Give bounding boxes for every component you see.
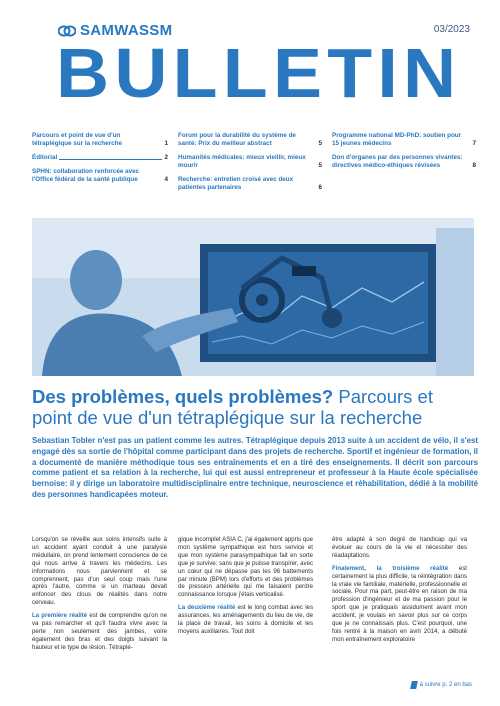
subheading: La deuxième réalité: [178, 604, 236, 612]
cover-photo: [32, 218, 474, 376]
paragraph: Finalement, la troisième réalité est certainement la plus difficile, la réintégration dans la vraie vie familiale, matérielle, professionnelle et sociale. Pour ma part, peut-être en raison de ma profession d'ingénieur et de ma passion pour le sport que je pratiquais assidument avant mon accident, je voulais en savoir plus sur ce corps que je ne connaissais plus. C'est pourquoi, une fois rentré à la maison en avril 2014, a débuté mon entraînement exploratoire: [332, 564, 468, 643]
paragraph: gique incomplet ASIA C, j'ai également appris que mon système sympathique est hors service et que mon système parasympathique fait en sorte que je survive: sans que je puisse transpirer, avec un cœur qui ne dépasse pas les 96 battements par minute (BPM) lors d'efforts et des problèmes de pression artérielle qui me faisaient perdre connaissance lorsque j'étais verticalisé.: [178, 536, 313, 599]
article-column-3: [332, 536, 467, 649]
article-headline: [32, 386, 478, 428]
toc-item[interactable]: Programme national MD-PhD: soutien pour 15 jeunes médecins 7: [332, 132, 476, 147]
toc-item[interactable]: Humanités médicales: mieux vieillir, mieux mourir 5: [178, 154, 322, 169]
paragraph: Lorsqu'on se réveille aux soins intensifs suite à un accident ayant conduit à une paralysie médullaire, on prend lentement conscience de ce qui nous arrive à travers les médecins. Les informations nous parviennent et se comprennent, pas d'un seul coup mais l'une après l'autre, comme si un marteau devait enfoncer des clous de réalités dans notre cerveau.: [32, 536, 167, 607]
toc-item[interactable]: Parcours et point de vue d'un tétraplégique sur la recherche 1: [32, 132, 168, 147]
continue-text: à suivre p. 2 en bas: [419, 682, 472, 688]
article-column-2: [178, 536, 313, 641]
headline-rest: Parcours et point de vue d'un tétraplégique sur la recherche: [32, 386, 433, 428]
subheading: Finalement, la troisième réalité: [332, 564, 449, 572]
article-lead: Sebastian Tobler n'est pas un patient comme les autres. Tétraplégique depuis 2013 suite à un accident de vélo, il s'est engagé dès sa sortie de l'hôpital comme participant dans des projets de recherche. Sportif et ingénieur de formation, il a documenté de manière méthodique tous ses entraînements et en a tiré des enseignements. Il décrit son parcours comme patient et sa relation à la recherche, lui qui est aussi entrepreneur et professeur à la Haute école spécialisée bernoise: il y dirige un laboratoire multidisciplinaire entre technique, neuroscience et réhabilitation, dédié à la mobilité des personnes handicapées moteur.: [32, 436, 478, 499]
paragraph: être adapté à son degré de handicap qui va évoluer au cours de la vie et nécessiter des réadaptations.: [332, 536, 467, 559]
paragraph: La première réalité est de comprendre qu'on ne va pas remarcher et qu'il faudra vivre avec la perte non seulement des jambes, voire également des bras et des doigts suivant la hauteur et le type de lésion. Tétraplé-: [32, 612, 167, 651]
continue-arrow-icon: [410, 681, 418, 689]
logo-text: SAMWASSM: [80, 22, 173, 39]
toc-item[interactable]: SPHN: collaboration renforcée avec l'Office fédéral de la santé publique 4: [32, 168, 168, 183]
toc-column-2: [178, 132, 322, 198]
toc-column-1: [32, 132, 168, 190]
masthead-title: BULLETIN: [56, 34, 462, 112]
subheading: La première réalité: [32, 612, 88, 620]
continue-link[interactable]: [411, 681, 472, 689]
toc-item[interactable]: Éditorial 2: [32, 154, 168, 161]
issue-number: 03/2023: [433, 24, 470, 35]
toc-item[interactable]: Recherche: entretien croisé avec deux patientes partenaires 6: [178, 176, 322, 191]
paragraph: La deuxième réalité est le long combat avec les assurances, les aménagements du lieu de vie, de la place de travail, les soins à domicile et les moyens auxiliaires. Tout doit: [178, 604, 313, 635]
toc-item[interactable]: Don d'organes par des personnes vivantes: directives médico-éthiques révisées 8: [332, 154, 476, 169]
toc-column-3: [332, 132, 476, 176]
cover-photo-illustration: [32, 218, 474, 376]
toc-item[interactable]: Forum pour la durabilité du système de santé: Prix du meilleur abstract 5: [178, 132, 322, 147]
article-column-1: [32, 536, 167, 657]
headline-bold: Des problèmes, quels problèmes?: [32, 386, 334, 407]
